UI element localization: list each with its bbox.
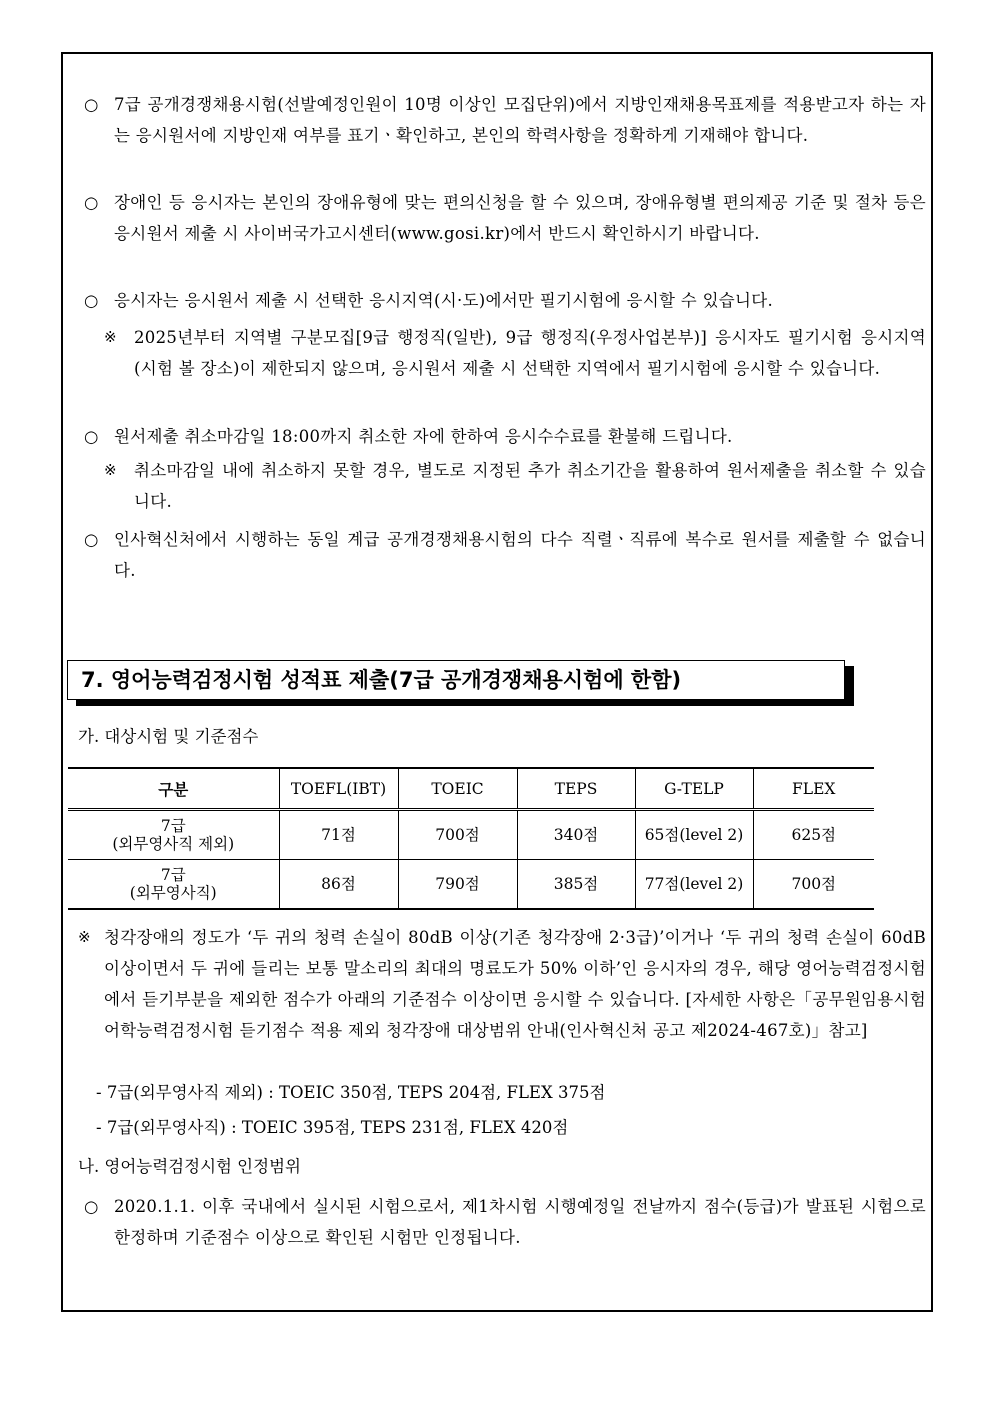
bullet-text: 응시자는 응시원서 제출 시 선택한 응시지역(시·도)에서만 필기시험에 응시할 수 있습니다.	[114, 291, 774, 310]
circle-bullet: ○	[84, 427, 99, 446]
reference-mark: ※	[104, 461, 117, 479]
circle-bullet: ○	[84, 95, 99, 114]
table-cell: 86점	[279, 860, 398, 910]
table-cell: 340점	[517, 810, 635, 860]
bullet-text: 원서제출 취소마감일 18:00까지 취소한 자에 한하여 응시수수료를 환불해 드립니다.	[114, 427, 733, 446]
row-label-detail: (외무영사직)	[129, 884, 217, 902]
note-text: 취소마감일 내에 취소하지 못할 경우, 별도로 지정된 추가 취소기간을 활용하여 원서제출을 취소할 수 있습니다.	[134, 461, 926, 511]
note-text: 2025년부터 지역별 구분모집[9급 행정직(일반), 9급 행정직(우정사업본부)] 응시자도 필기시험 응시지역(시험 볼 장소)이 제한되지 않으며, 응시원서 제출 시 선택한 지역에서 필기시험에 응시할 수 있습니다.	[134, 328, 926, 378]
score-table	[68, 767, 874, 910]
bullet-text: 장애인 등 응시자는 본인의 장애유형에 맞는 편의신청을 할 수 있으며, 장애유형별 편의제공 기준 및 절차 등은 응시원서 제출 시 사이버국가고시센터(www.gosi.kr)에서 반드시 확인하시기 바랍니다.	[114, 193, 926, 243]
table-cell: 625점	[753, 810, 874, 860]
row-label	[68, 810, 279, 860]
table-row	[68, 810, 874, 860]
bullet-recognition-scope	[84, 1191, 926, 1253]
table-cell: 71점	[279, 810, 398, 860]
note-extra-cancellation	[104, 455, 926, 517]
note-regional-recruitment	[104, 322, 926, 384]
bullet-exam-region	[84, 285, 926, 316]
table-cell: 700점	[753, 860, 874, 910]
bullet-disability-accommodation	[84, 187, 926, 249]
row-label-grade: 7급	[160, 866, 186, 884]
note-hearing-impairment	[78, 922, 926, 1046]
table-cell: 385점	[517, 860, 635, 910]
circle-bullet: ○	[84, 1197, 99, 1216]
dash-line-excluding-foreign: - 7급(외무영사직 제외) : TOEIC 350점, TEPS 204점, FLEX 375점	[96, 1083, 606, 1102]
row-label	[68, 860, 279, 910]
subheading-target-exams: 가. 대상시험 및 기준점수	[78, 727, 259, 746]
column-header: FLEX	[753, 768, 874, 810]
reference-mark: ※	[78, 928, 91, 946]
row-label-grade: 7급	[160, 817, 186, 835]
circle-bullet: ○	[84, 193, 99, 212]
table-cell: 77점(level 2)	[635, 860, 753, 910]
note-text: 청각장애의 정도가 ‘두 귀의 청력 손실이 80dB 이상(기존 청각장애 2·3급)’이거나 ‘두 귀의 청력 손실이 60dB 이상이면서 두 귀에 들리는 보통 말소리의 최대의 명료도가 50% 이하’인 응시자의 경우, 해당 영어능력검정시험에서 듣기부분을 제외한 점수가 아래의 기준점수 이상이면 응시할 수 있습니다. [자세한 사항은「공무원임용시험 어학능력검정시험 듣기점수 적용 제외 청각장애 대상범위 안내(인사혁신처 공고 제2024-467호)」참고]	[104, 928, 926, 1040]
circle-bullet: ○	[84, 530, 99, 549]
section-title: 7. 영어능력검정시험 성적표 제출(7급 공개경쟁채용시험에 한함)	[67, 660, 845, 700]
bullet-text: 인사혁신처에서 시행하는 동일 계급 공개경쟁채용시험의 다수 직렬ㆍ직류에 복수로 원서를 제출할 수 없습니다.	[114, 530, 926, 580]
table-cell: 65점(level 2)	[635, 810, 753, 860]
dash-line-foreign: - 7급(외무영사직) : TOEIC 395점, TEPS 231점, FLEX 420점	[96, 1118, 569, 1137]
bullet-refund	[84, 421, 926, 452]
row-label-detail: (외무영사직 제외)	[112, 835, 235, 853]
table-header-row	[68, 768, 874, 810]
column-header: TEPS	[517, 768, 635, 810]
bullet-text: 7급 공개경쟁채용시험(선발예정인원이 10명 이상인 모집단위)에서 지방인재채용목표제를 적용받고자 하는 자는 응시원서에 지방인재 여부를 표기ㆍ확인하고, 본인의 학력사항을 정확하게 기재해야 합니다.	[114, 95, 926, 145]
table-cell: 790점	[398, 860, 517, 910]
table-row	[68, 860, 874, 910]
bullet-multiple-application	[84, 524, 926, 586]
table-cell: 700점	[398, 810, 517, 860]
column-header: 구분	[68, 768, 279, 810]
column-header: TOEFL(IBT)	[279, 768, 398, 810]
bullet-text: 2020.1.1. 이후 국내에서 실시된 시험으로서, 제1차시험 시행예정일 전날까지 점수(등급)가 발표된 시험으로 한정하며 기준점수 이상으로 확인된 시험만 인정됩니다.	[114, 1197, 926, 1247]
column-header: G-TELP	[635, 768, 753, 810]
bullet-local-talent	[84, 89, 926, 151]
subheading-recognition-scope: 나. 영어능력검정시험 인정범위	[78, 1157, 301, 1176]
circle-bullet: ○	[84, 291, 99, 310]
column-header: TOEIC	[398, 768, 517, 810]
reference-mark: ※	[104, 328, 117, 346]
